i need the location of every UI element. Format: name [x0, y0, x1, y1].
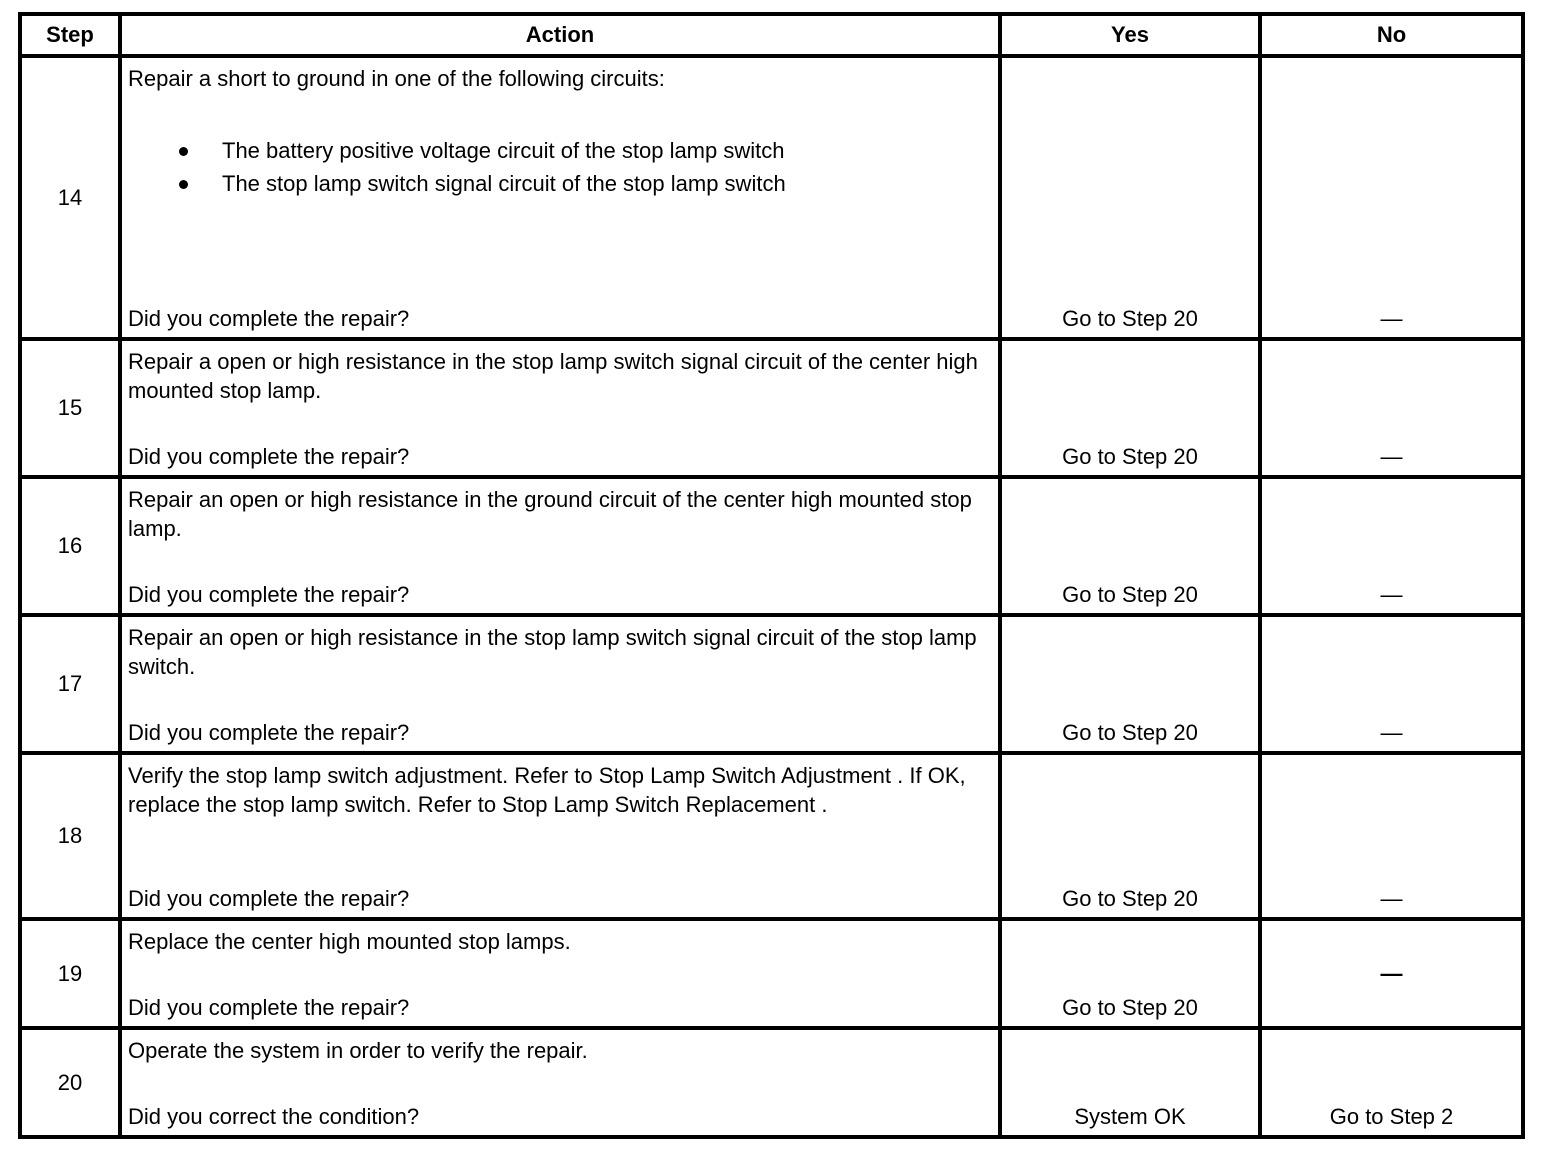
step-number: 14: [20, 56, 120, 339]
question-text: Did you complete the repair?: [128, 582, 410, 607]
question-text: Did you complete the repair?: [128, 886, 410, 911]
table-row: [20, 753, 1523, 919]
question-text: Did you complete the repair?: [128, 306, 410, 331]
yes-result: Go to Step 20: [1062, 582, 1198, 607]
no-cell: [1260, 919, 1523, 1028]
yes-cell: [1000, 477, 1260, 615]
yes-result: Go to Step 20: [1062, 720, 1198, 745]
yes-cell: [1000, 919, 1260, 1028]
list-item: The battery positive voltage circuit of the stop lamp switch: [174, 134, 786, 167]
circuit-list: [174, 134, 786, 200]
question-text: Did you correct the condition?: [128, 1104, 420, 1129]
table-row: [20, 919, 1523, 1028]
yes-cell: [1000, 615, 1260, 753]
action-text: Operate the system in order to verify the repair.: [128, 1038, 588, 1063]
no-result: Go to Step 2: [1329, 1104, 1454, 1129]
action-text: Repair an open or high resistance in the ground circuit of the center high mounted stop lamp.: [128, 487, 972, 541]
yes-result: Go to Step 20: [1062, 995, 1198, 1020]
list-item: The stop lamp switch signal circuit of the stop lamp switch: [174, 167, 786, 200]
no-result: —: [1380, 720, 1403, 745]
yes-cell: [1000, 753, 1260, 919]
header-action: Action: [120, 14, 1000, 56]
step-number: 17: [20, 615, 120, 753]
no-cell: [1260, 339, 1523, 477]
header-no: No: [1260, 14, 1523, 56]
action-cell: [120, 753, 1000, 919]
action-text: Repair an open or high resistance in the stop lamp switch signal circuit of the stop lamp switch.: [128, 625, 977, 679]
no-cell: [1260, 753, 1523, 919]
no-cell: [1260, 615, 1523, 753]
header-yes: Yes: [1000, 14, 1260, 56]
yes-cell: [1000, 339, 1260, 477]
no-cell: [1260, 477, 1523, 615]
table-row: [20, 477, 1523, 615]
yes-result: Go to Step 20: [1062, 886, 1198, 911]
yes-cell: [1000, 56, 1260, 339]
diagnostic-table-frame: [18, 12, 1525, 1139]
action-cell: [120, 1028, 1000, 1137]
step-number: 20: [20, 1028, 120, 1137]
no-result: —: [1380, 444, 1403, 469]
table-row: [20, 1028, 1523, 1137]
yes-cell: [1000, 1028, 1260, 1137]
table-row: [20, 339, 1523, 477]
no-result: —: [1380, 306, 1403, 331]
table-row: [20, 56, 1523, 339]
step-number: 15: [20, 339, 120, 477]
yes-result: Go to Step 20: [1062, 444, 1198, 469]
no-result: —: [1380, 960, 1403, 986]
action-text: Replace the center high mounted stop lamps.: [128, 929, 571, 954]
action-cell: [120, 339, 1000, 477]
yes-result: System OK: [1074, 1104, 1186, 1129]
diagnostic-table: [18, 12, 1525, 1139]
action-cell: [120, 56, 1000, 339]
action-cell: [120, 615, 1000, 753]
no-cell: [1260, 1028, 1523, 1137]
action-cell: [120, 919, 1000, 1028]
yes-result: Go to Step 20: [1062, 306, 1198, 331]
no-result: —: [1380, 886, 1403, 911]
action-text: Verify the stop lamp switch adjustment. Refer to Stop Lamp Switch Adjustment . If OK, replace the stop lamp switch. Refer to Stop Lamp Switch Replacement .: [128, 763, 966, 817]
step-number: 18: [20, 753, 120, 919]
step-number: 19: [20, 919, 120, 1028]
table-row: [20, 615, 1523, 753]
header-step: Step: [20, 14, 120, 56]
table-header-row: [20, 14, 1523, 56]
no-cell: [1260, 56, 1523, 339]
question-text: Did you complete the repair?: [128, 444, 410, 469]
action-cell: [120, 477, 1000, 615]
question-text: Did you complete the repair?: [128, 720, 410, 745]
action-text: Repair a short to ground in one of the following circuits:: [128, 66, 665, 91]
no-result: —: [1380, 582, 1403, 607]
question-text: Did you complete the repair?: [128, 995, 410, 1020]
action-text: Repair a open or high resistance in the stop lamp switch signal circuit of the center high mounted stop lamp.: [128, 349, 978, 403]
step-number: 16: [20, 477, 120, 615]
